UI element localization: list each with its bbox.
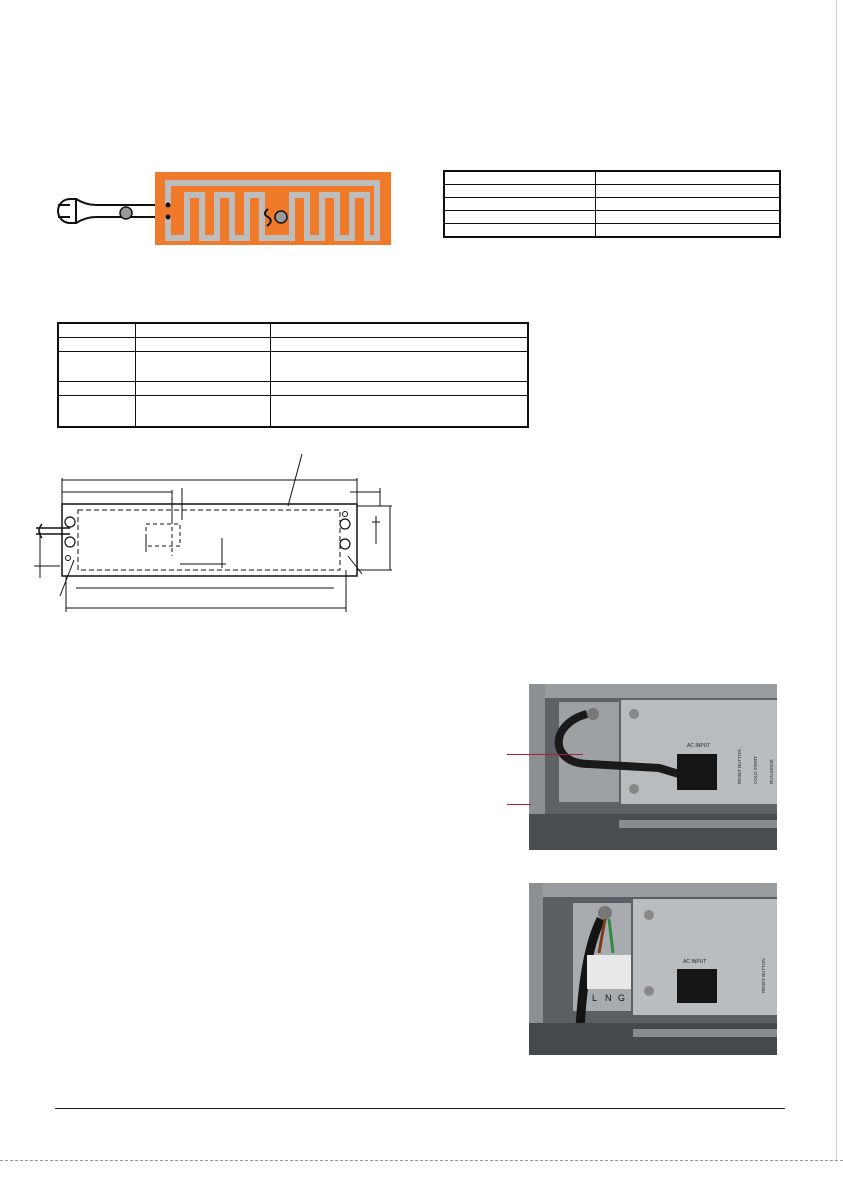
photo-bottom-illustration [529, 883, 777, 1055]
terminal-n-label: N [605, 993, 612, 1003]
table-row [444, 185, 780, 198]
ac-input-label-2: AC INPUT [683, 959, 707, 965]
table-row [58, 337, 528, 351]
photo-power-cord-installed [529, 684, 777, 850]
mounting-holes [340, 512, 350, 550]
table-row [58, 323, 528, 337]
photo-top-illustration [529, 684, 777, 850]
ac-input-label: AC INPUT [687, 743, 711, 749]
terminal-g-label: G [618, 993, 626, 1003]
cable-entry [36, 517, 75, 561]
footer-rule [55, 1108, 785, 1109]
thermostat-icon [120, 207, 132, 219]
reset-button-label: RESET BUTTON [737, 749, 742, 784]
run-mode-label: RUN MODE [769, 759, 774, 784]
page-edge [836, 0, 837, 1160]
table-row [58, 395, 528, 427]
table-row [58, 351, 528, 381]
spec-table [443, 170, 781, 238]
heater-schematic [40, 165, 400, 255]
table-row [444, 198, 780, 211]
model-table [57, 322, 529, 428]
callout-line [507, 754, 583, 755]
table-row [444, 211, 780, 224]
photo-terminal-wiring [529, 883, 777, 1055]
terminal-l-label: L [592, 993, 598, 1003]
callout-line [507, 804, 531, 805]
plug-icon [58, 199, 170, 223]
table-row [444, 224, 780, 238]
table-row [58, 381, 528, 395]
cold-start-label: COLD START [753, 755, 758, 784]
reset-button-label-2: RESET BUTTON [761, 958, 766, 993]
table-row [444, 171, 780, 185]
page-edge-bottom [0, 1160, 843, 1161]
dimension-drawing [30, 448, 410, 618]
